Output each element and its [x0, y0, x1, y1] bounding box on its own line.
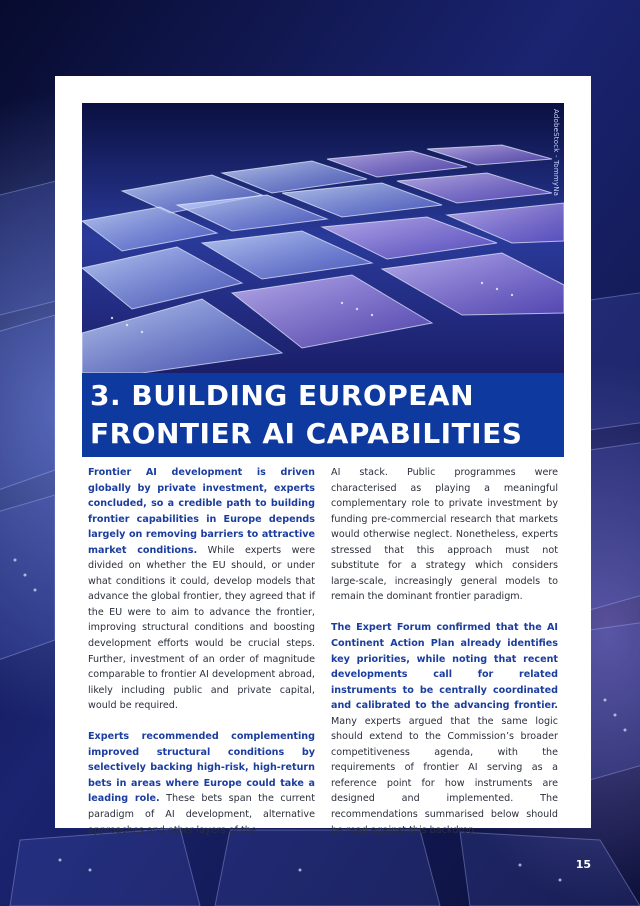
- paragraph-2-lead: Experts recommended complementing improved structural conditions by selectively backing high-risk, high-return bets in areas where Europe could take a leading role.: [88, 731, 315, 805]
- paragraph-1-lead: Frontier AI development is driven globally by private investment, experts concluded, so a credible path to building frontier capabilities in Europe depends largely on removing barriers to attractive market conditions.: [88, 467, 315, 556]
- text-column-left: [88, 465, 315, 854]
- text-column-right: [331, 465, 558, 854]
- section-heading-box: [82, 373, 564, 457]
- chip-grid-illustration: [82, 103, 564, 373]
- paragraph-1-body: While experts were divided on whether the EU should, or under what conditions it could, develop models that advance the global frontier, they agreed that if the EU were to aim to advance the frontier, improving structural conditions and boosting development efforts would be crucial steps. Further, investment of an order of magnitude comparable to frontier AI development abroad, likely including public and private capital, would be required.: [88, 544, 315, 712]
- paragraph-3: [331, 620, 558, 838]
- hero-image: [82, 103, 564, 373]
- section-heading-line-2: FRONTIER AI CAPABILITIES: [90, 417, 523, 450]
- paragraph-2-part-2: AI stack. Public programmes were characterised as playing a meaningful complementary role to private investment by funding pre-commercial research that markets would otherwise neglect. Nonetheless, experts stressed that this approach must not substitute for a strategy which considers large-scale, increasingly general models to remain the dominant frontier paradigm.: [331, 467, 558, 603]
- paragraph-3-lead: The Expert Forum confirmed that the AI Continent Action Plan already identifies key priorities, while noting that recent developments call for related instruments to be centrally coordinated and calibrated to the advancing frontier.: [331, 622, 558, 712]
- paragraph-2-body-start: These bets span the current paradigm of AI development, alternative approaches and other layers of the: [88, 793, 315, 836]
- section-heading-line-1: 3. BUILDING EUROPEAN: [90, 379, 475, 412]
- page-number: 15: [575, 858, 591, 871]
- paragraph-2-part-1: [88, 729, 315, 838]
- image-credit: AdobeStock - TommyNa: [552, 109, 560, 197]
- paragraph-1: [88, 465, 315, 714]
- paragraph-3-body: Many experts argued that the same logic should extend to the Commission’s broader competitiveness agenda, with the requirements of frontier AI serving as a reference point for how instruments are designed and implemented. The recommendations summarised below should be read against this backdrop.: [331, 715, 558, 836]
- section-heading: [82, 373, 564, 453]
- content-card: [55, 76, 591, 836]
